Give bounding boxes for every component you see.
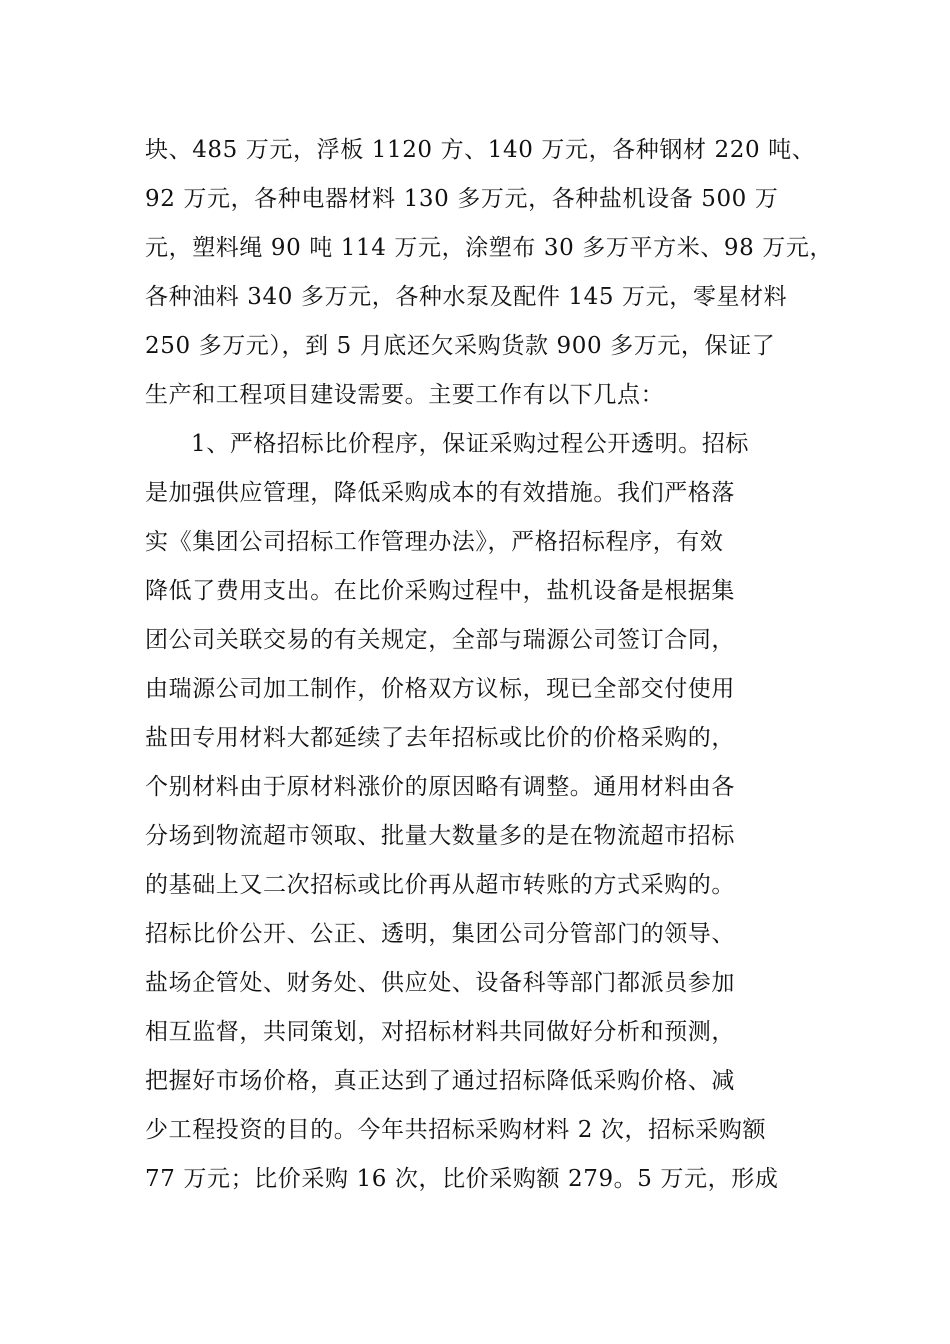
text-line: 个别材料由于原材料涨价的原因略有调整。通用材料由各 [145, 774, 735, 800]
text-line: 团公司关联交易的有关规定，全部与瑞源公司签订合同， [145, 627, 735, 653]
text-line: 少工程投资的目的。今年共招标采购材料 2 次，招标采购额 [145, 1117, 767, 1143]
paragraph-heading-line: 1、严格招标比价程序，保证采购过程公开透明。招标 [191, 431, 750, 457]
text-line: 招标比价公开、公正、透明，集团公司分管部门的领导、 [145, 921, 735, 947]
text-line: 分场到物流超市领取、批量大数量多的是在物流超市招标 [145, 823, 735, 849]
text-line: 92 万元，各种电器材料 130 多万元，各种盐机设备 500 万 [145, 186, 779, 212]
text-line: 由瑞源公司加工制作，价格双方议标，现已全部交付使用 [145, 676, 735, 702]
text-line: 77 万元；比价采购 16 次，比价采购额 279。5 万元，形成 [145, 1166, 779, 1192]
text-line: 相互监督，共同策划，对招标材料共同做好分析和预测， [145, 1019, 735, 1045]
text-line: 盐场企管处、财务处、供应处、设备科等部门都派员参加 [145, 970, 735, 996]
body-text [145, 126, 835, 1204]
text-line: 250 多万元），到 5 月底还欠采购货款 900 多万元，保证了 [145, 333, 776, 359]
text-line: 的基础上又二次招标或比价再从超市转账的方式采购的。 [145, 872, 735, 898]
text-line: 把握好市场价格，真正达到了通过招标降低采购价格、减 [145, 1068, 735, 1094]
text-line: 降低了费用支出。在比价采购过程中，盐机设备是根据集 [145, 578, 735, 604]
text-line: 盐田专用材料大都延续了去年招标或比价的价格采购的， [145, 725, 735, 751]
text-line: 元，塑料绳 90 吨 114 万元，涂塑布 30 多万平方米、98 万元， [145, 235, 834, 261]
text-line: 是加强供应管理，降低采购成本的有效措施。我们严格落 [145, 480, 735, 506]
text-line: 生产和工程项目建设需要。主要工作有以下几点： [145, 382, 665, 408]
text-line: 各种油料 340 多万元，各种水泵及配件 145 万元，零星材料 [145, 284, 788, 310]
text-line: 实《集团公司招标工作管理办法》，严格招标程序，有效 [145, 529, 724, 555]
text-line: 块、485 万元，浮板 1120 方、140 万元，各种钢材 220 吨、 [145, 137, 816, 163]
